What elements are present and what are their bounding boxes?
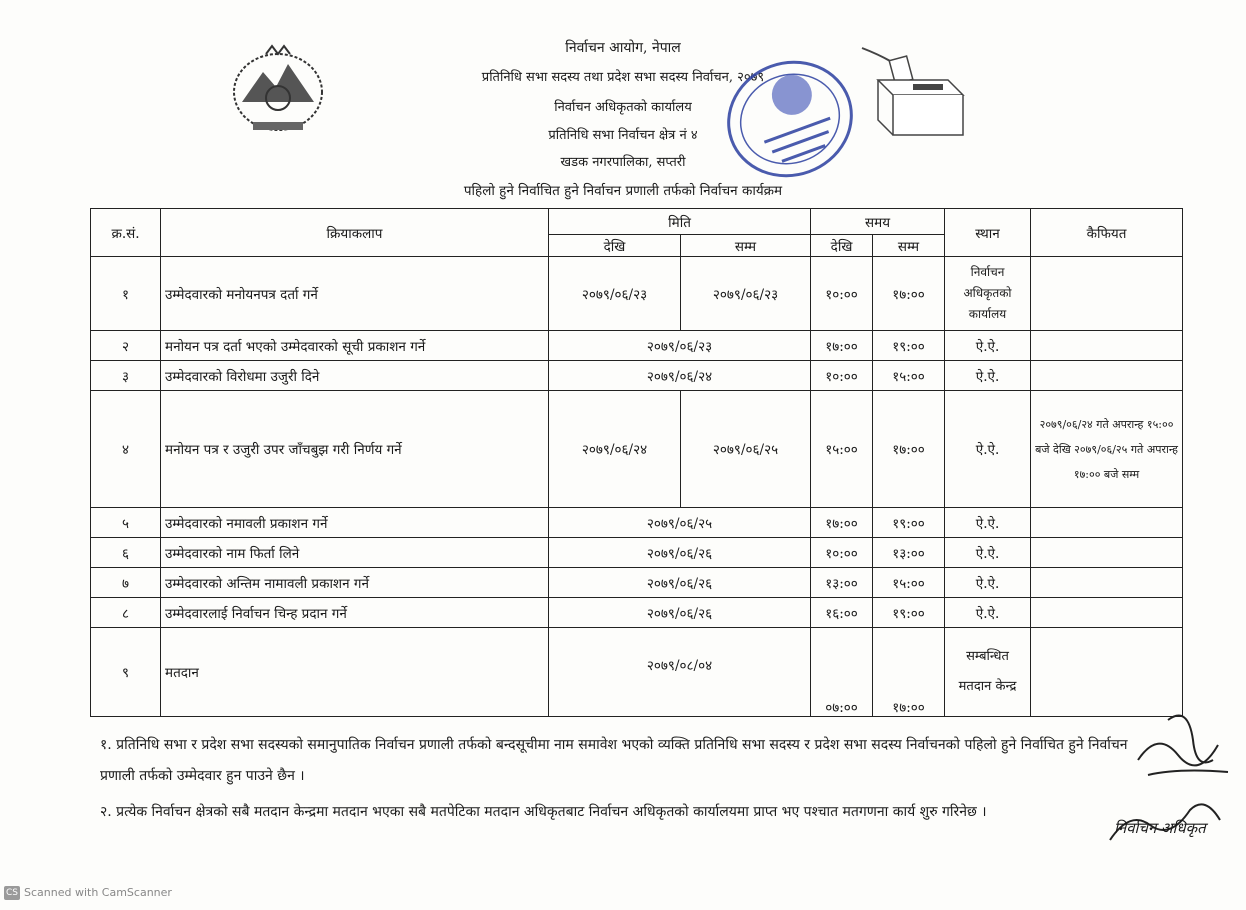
row-serial: ४ xyxy=(91,391,161,508)
row-date: २०७९/०६/२४ xyxy=(549,361,811,391)
signature-mark xyxy=(1118,700,1243,790)
scanner-watermark xyxy=(4,886,172,900)
footnote-1: १. प्रतिनिधि सभा र प्रदेश सभा सदस्यको समानुपातिक निर्वाचन प्रणाली तर्फको बन्दसूचीमा नाम समावेश भएको व्यक्ति प्रतिनिधि सभा सदस्य र प्रदेश सभा सदस्य निर्वाचनको पहिलो हुने निर्वाचित हुने निर्वाचन प्रणाली तर्फको उम्मेदवार हुन पाउने छैन । xyxy=(100,737,1128,784)
row-time-from: १०:०० xyxy=(811,538,873,568)
office-seal-stamp xyxy=(718,52,863,187)
row-time-to: १५:०० xyxy=(873,361,945,391)
header-schedule-title: पहिलो हुने निर्वाचित हुने निर्वाचन प्रणाली तर्फको निर्वाचन कार्यक्रम xyxy=(463,183,783,199)
row-serial: ८ xyxy=(91,598,161,628)
row-time-to: १९:०० xyxy=(873,508,945,538)
row-date-to: २०७९/०६/२५ xyxy=(681,391,811,508)
row-remarks: २०७९/०६/२४ गते अपरान्ह १५:०० बजे देखि २०७९/०६/२५ गते अपरान्ह १७:०० बजे सम्म xyxy=(1031,391,1183,508)
row-time-to: १५:०० xyxy=(873,568,945,598)
header-office: निर्वाचन अधिकृतको कार्यालय xyxy=(554,100,692,115)
row-place: निर्वाचन अधिकृतको कार्यालय xyxy=(945,257,1031,331)
header-place: स्थान xyxy=(945,209,1031,257)
table-row xyxy=(91,598,1183,628)
row-place: ऐ.ऐ. xyxy=(945,568,1031,598)
row-time-from: १०:०० xyxy=(811,257,873,331)
row-place: सम्बन्धित मतदान केन्द्र xyxy=(945,628,1031,717)
row-activity: उम्मेदवारको मनोयनपत्र दर्ता गर्ने xyxy=(161,257,549,331)
row-date: २०७९/०६/२६ xyxy=(549,568,811,598)
table-row xyxy=(91,331,1183,361)
camscanner-logo: CS xyxy=(6,888,18,898)
row-remarks xyxy=(1031,331,1183,361)
row-place: ऐ.ऐ. xyxy=(945,508,1031,538)
table-row xyxy=(91,568,1183,598)
header-date-from: देखि xyxy=(549,235,681,257)
ballot-box-icon xyxy=(858,40,968,140)
row-time-from: १७:०० xyxy=(811,331,873,361)
row-date: २०७९/०६/२३ xyxy=(549,331,811,361)
row-activity: मनोयन पत्र दर्ता भएको उम्मेदवारको सूची प्रकाशन गर्ने xyxy=(161,331,549,361)
row-date: २०७९/०६/२६ xyxy=(549,538,811,568)
election-schedule-table xyxy=(90,208,1183,717)
scanner-label: Scanned with CamScanner xyxy=(24,886,172,899)
row-activity: मतदान xyxy=(161,628,549,717)
header-time-to: सम्म xyxy=(873,235,945,257)
row-activity: उम्मेदवारको अन्तिम नामावली प्रकाशन गर्ने xyxy=(161,568,549,598)
row-time-to: १९:०० xyxy=(873,598,945,628)
row-date-to: २०७९/०६/२३ xyxy=(681,257,811,331)
row-date-from: २०७९/०६/२३ xyxy=(549,257,681,331)
row-place: ऐ.ऐ. xyxy=(945,391,1031,508)
header-commission: निर्वाचन आयोग, नेपाल xyxy=(565,40,681,56)
header-election-title: प्रतिनिधि सभा सदस्य तथा प्रदेश सभा सदस्य निर्वाचन, २०७९ xyxy=(481,70,765,85)
row-date: २०७९/०८/०४ xyxy=(549,628,811,717)
row-remarks xyxy=(1031,538,1183,568)
row-remarks xyxy=(1031,508,1183,538)
table-row xyxy=(91,508,1183,538)
row-date-from: २०७९/०६/२४ xyxy=(549,391,681,508)
row-time-to: १७:०० xyxy=(873,391,945,508)
table-row xyxy=(91,361,1183,391)
row-remarks xyxy=(1031,568,1183,598)
row-serial: ६ xyxy=(91,538,161,568)
row-activity: उम्मेदवारको नाम फिर्ता लिने xyxy=(161,538,549,568)
row-serial: ९ xyxy=(91,628,161,717)
header-time-from: देखि xyxy=(811,235,873,257)
row-time-to: १३:०० xyxy=(873,538,945,568)
header-activity: क्रियाकलाप xyxy=(161,209,549,257)
row-time-from: ०७:०० xyxy=(811,628,873,717)
row-activity: उम्मेदवारलाई निर्वाचन चिन्ह प्रदान गर्ने xyxy=(161,598,549,628)
row-serial: २ xyxy=(91,331,161,361)
row-date: २०७९/०६/२५ xyxy=(549,508,811,538)
row-remarks xyxy=(1031,257,1183,331)
row-time-from: १३:०० xyxy=(811,568,873,598)
row-activity: उम्मेदवारको नमावली प्रकाशन गर्ने xyxy=(161,508,549,538)
row-serial: ५ xyxy=(91,508,161,538)
header-remarks: कैफियत xyxy=(1031,209,1183,257)
row-place: ऐ.ऐ. xyxy=(945,598,1031,628)
row-remarks xyxy=(1031,361,1183,391)
row-time-from: १५:०० xyxy=(811,391,873,508)
header-date: मिति xyxy=(549,209,811,235)
header-serial-no: क्र.सं. xyxy=(91,209,161,257)
row-time-to: १७:०० xyxy=(873,628,945,717)
document-header xyxy=(0,0,1246,210)
signature-officer xyxy=(1100,790,1246,850)
signature-officer-text: निर्वाचन अधिकृत xyxy=(1114,819,1206,837)
row-time-to: १९:०० xyxy=(873,331,945,361)
row-time-from: १०:०० xyxy=(811,361,873,391)
footnote-2: २. प्रत्येक निर्वाचन क्षेत्रको सबै मतदान केन्द्रमा मतदान भएका सबै मतपेटिका मतदान अधिकृतबाट निर्वाचन अधिकृतको कार्यालयमा प्राप्त भए पश्चात मतगणना कार्य शुरु गरिनेछ । xyxy=(100,804,987,820)
table-row xyxy=(91,391,1183,508)
row-time-from: १६:०० xyxy=(811,598,873,628)
row-place: ऐ.ऐ. xyxy=(945,361,1031,391)
row-activity: मनोयन पत्र र उजुरी उपर जाँचबुझ गरी निर्णय गर्ने xyxy=(161,391,549,508)
row-remarks xyxy=(1031,598,1183,628)
row-place: ऐ.ऐ. xyxy=(945,331,1031,361)
table-row xyxy=(91,628,1183,717)
row-date: २०७९/०६/२६ xyxy=(549,598,811,628)
row-serial: ३ xyxy=(91,361,161,391)
table-row xyxy=(91,257,1183,331)
row-place: ऐ.ऐ. xyxy=(945,538,1031,568)
header-constituency: प्रतिनिधि सभा निर्वाचन क्षेत्र नं ४ xyxy=(548,128,698,143)
header-date-to: सम्म xyxy=(681,235,811,257)
table-row xyxy=(91,538,1183,568)
row-time-to: १७:०० xyxy=(873,257,945,331)
row-serial: ७ xyxy=(91,568,161,598)
row-activity: उम्मेदवारको विरोधमा उजुरी दिने xyxy=(161,361,549,391)
row-serial: १ xyxy=(91,257,161,331)
header-municipality: खडक नगरपालिका, सप्तरी xyxy=(560,155,686,170)
header-time: समय xyxy=(811,209,945,235)
row-time-from: १७:०० xyxy=(811,508,873,538)
